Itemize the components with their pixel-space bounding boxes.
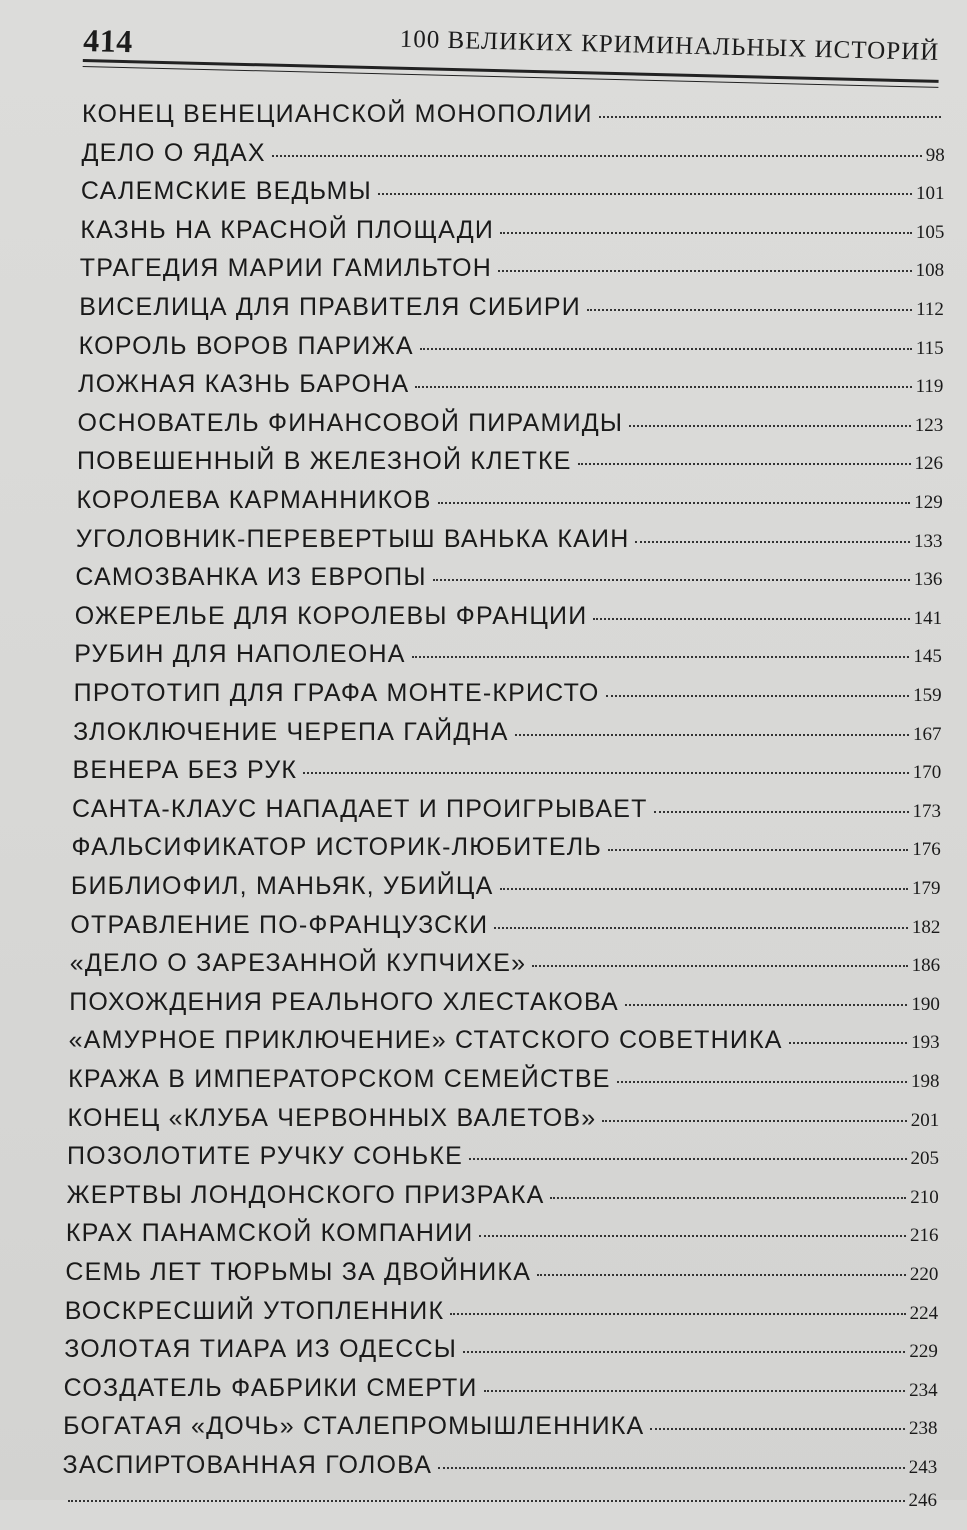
toc-entry (78, 370, 943, 410)
running-title: 100 ВЕЛИКИХ КРИМИНАЛЬНЫХ ИСТОРИЙ (399, 25, 940, 66)
toc-entry (82, 100, 945, 140)
toc-dot-leader (593, 614, 909, 620)
toc-entry (65, 1297, 938, 1337)
toc-entry-title: ДЕЛО О ЯДАХ (81, 138, 266, 167)
toc-entry (71, 872, 941, 912)
toc-entry-title: РУБИН ДЛЯ НАПОЛЕОНА (74, 640, 406, 669)
toc-entry-title: ЗОЛОТАЯ ТИАРА ИЗ ОДЕССЫ (64, 1335, 458, 1364)
toc-entry (64, 1335, 938, 1375)
toc-dot-leader (606, 691, 910, 697)
toc-dot-leader (68, 1496, 905, 1502)
toc-entry (63, 1412, 937, 1452)
toc-entry-title: КРАЖА В ИМПЕРАТОРСКОМ СЕМЕЙСТВЕ (68, 1065, 611, 1093)
toc-dot-leader (272, 151, 922, 157)
toc-entry (64, 1374, 938, 1414)
toc-entry-title: ПОЗОЛОТИТЕ РУЧКУ СОНЬКЕ (67, 1142, 463, 1171)
toc-entry-page: 136 (913, 569, 943, 591)
toc-dot-leader (420, 344, 912, 350)
toc-entry (76, 525, 943, 565)
toc-entry-page: 159 (913, 685, 942, 706)
toc-entry-page: 210 (910, 1186, 939, 1208)
toc-dot-leader (463, 1347, 905, 1353)
toc-dot-leader (469, 1154, 907, 1160)
toc-dot-leader (433, 575, 910, 581)
toc-dot-leader (608, 845, 908, 851)
toc-entry (77, 447, 943, 487)
toc-entry-page: 115 (915, 337, 944, 359)
toc-entry-page: 220 (909, 1264, 939, 1285)
toc-entry (80, 216, 944, 256)
toc-entry (81, 139, 944, 179)
toc-dot-leader (515, 730, 909, 736)
toc-entry-title: КОНЕЦ ВЕНЕЦИАНСКОЙ МОНОПОЛИИ (82, 100, 593, 128)
toc-entry (81, 177, 945, 217)
toc-entry (63, 1451, 938, 1491)
toc-dot-leader (494, 923, 907, 929)
toc-entry (70, 949, 940, 989)
toc-entry-title: ВИСЕЛИЦА ДЛЯ ПРАВИТЕЛЯ СИБИРИ (79, 293, 581, 321)
toc-entry-title: КРАХ ПАНАМСКОЙ КОМПАНИИ (65, 1219, 474, 1248)
toc-entry-page: 145 (913, 646, 942, 668)
toc-entry-page: 123 (914, 414, 944, 436)
toc-entry-title: САМОЗВАНКА ИЗ ЕВРОПЫ (75, 563, 427, 592)
toc-dot-leader (629, 421, 911, 427)
toc-entry (69, 1026, 940, 1066)
toc-entry-title: ЗАСПИРТОВАННАЯ ГОЛОВА (62, 1451, 433, 1479)
toc-dot-leader (303, 768, 909, 774)
toc-entry-page: 98 (925, 144, 945, 166)
toc-entry-page: 229 (909, 1341, 938, 1363)
toc-dot-leader (578, 459, 911, 465)
toc-dot-leader (617, 1077, 907, 1083)
toc-entry-page: 234 (909, 1379, 938, 1401)
toc-dot-leader (498, 266, 912, 272)
toc-entry (79, 293, 944, 333)
toc-entry-title: ПОВЕШЕННЫЙ В ЖЕЛЕЗНОЙ КЛЕТКЕ (77, 447, 572, 476)
toc-entry-page: 190 (911, 993, 940, 1015)
toc-entry-page: 126 (914, 453, 943, 475)
toc-entry-page: 170 (912, 762, 942, 784)
toc-entry-page: 129 (914, 492, 943, 513)
toc-dot-leader (438, 1463, 905, 1469)
toc-dot-leader (650, 1424, 905, 1430)
toc-entry-title: КОРОЛЕВА КАРМАННИКОВ (76, 486, 432, 514)
toc-entry-page: 105 (915, 221, 945, 243)
toc-dot-leader (587, 305, 912, 311)
toc-entry-page: 186 (911, 955, 941, 977)
toc-entry-title: ЖЕРТВЫ ЛОНДОНСКОГО ПРИЗРАКА (66, 1180, 545, 1209)
toc-dot-leader (599, 112, 941, 118)
toc-entry-page: 216 (910, 1225, 939, 1247)
toc-dot-leader (789, 1038, 908, 1044)
toc-dot-leader (500, 228, 912, 234)
toc-entry-page: 193 (911, 1032, 940, 1054)
toc-dot-leader (602, 1116, 906, 1122)
toc-dot-leader (450, 1309, 905, 1315)
toc-dot-leader (415, 382, 911, 388)
toc-entry (66, 1181, 938, 1221)
page-number: 414 (82, 21, 134, 60)
toc-entry-title: «АМУРНОЕ ПРИКЛЮЧЕНИЕ» СТАТСКОГО СОВЕТНИКА (68, 1026, 783, 1055)
toc-entry-page: 224 (909, 1302, 939, 1324)
toc-entry-title: ПРОТОТИП ДЛЯ ГРАФА МОНТЕ-КРИСТО (73, 679, 600, 707)
toc-entry (67, 1142, 939, 1182)
toc-entry (72, 795, 941, 835)
page-header (82, 12, 940, 113)
toc-entry-page: 201 (910, 1109, 940, 1131)
toc-entry (75, 563, 942, 603)
toc-entry (69, 988, 940, 1028)
toc-entry (66, 1219, 939, 1259)
toc-entry-page: 141 (913, 607, 943, 629)
toc-entry-page: 176 (912, 839, 941, 861)
toc-entry-page: 108 (915, 260, 945, 282)
toc-entry-title: ВЕНЕРА БЕЗ РУК (72, 756, 298, 785)
toc-entry (62, 1490, 937, 1530)
toc-entry-title: СЕМЬ ЛЕТ ТЮРЬМЫ ЗА ДВОЙНИКА (65, 1258, 532, 1286)
toc-entry-title: ОСНОВАТЕЛЬ ФИНАНСОВОЙ ПИРАМИДЫ (77, 408, 624, 437)
toc-entry-page: 101 (916, 183, 945, 205)
toc-dot-leader (537, 1270, 906, 1276)
toc-entry-title: СОЗДАТЕЛЬ ФАБРИКИ СМЕРТИ (63, 1373, 478, 1402)
toc-entry-title: ЛОЖНАЯ КАЗНЬ БАРОНА (78, 370, 410, 399)
toc-entry-title: БОГАТАЯ «ДОЧЬ» СТАЛЕПРОМЫШЛЕННИКА (63, 1412, 645, 1441)
toc-entry-title: КАЗНЬ НА КРАСНОЙ ПЛОЩАДИ (80, 215, 495, 244)
toc-entry-title: ЗЛОКЛЮЧЕНИЕ ЧЕРЕПА ГАЙДНА (73, 717, 509, 746)
toc-entry (78, 409, 944, 449)
toc-dot-leader (532, 961, 907, 967)
toc-dot-leader (412, 652, 910, 658)
toc-entry-page: 243 (908, 1457, 938, 1478)
toc-dot-leader (500, 884, 909, 890)
toc-entry-page: 179 (912, 878, 941, 899)
toc-entry (68, 1065, 939, 1105)
toc-entry-title: КОНЕЦ «КЛУБА ЧЕРВОННЫХ ВАЛЕТОВ» (67, 1103, 597, 1132)
toc-entry-title: ОТРАВЛЕНИЕ ПО-ФРАНЦУЗСКИ (70, 910, 489, 939)
toc-dot-leader (654, 807, 909, 813)
toc-entry-title: ВОСКРЕСШИЙ УТОПЛЕННИК (64, 1296, 445, 1325)
toc-dot-leader (625, 1000, 907, 1006)
toc-entry-title: САНТА-КЛАУС НАПАДАЕТ И ПРОИГРЫВАЕТ (72, 794, 648, 823)
toc-entry-page: 205 (910, 1148, 939, 1170)
toc-entry-page: 182 (911, 916, 941, 938)
toc-entry-title: «ДЕЛО О ЗАРЕЗАННОЙ КУПЧИХЕ» (69, 949, 527, 978)
toc-entry-page: 119 (915, 376, 944, 398)
toc-entry (70, 911, 940, 951)
toc-entry (79, 332, 944, 372)
toc-dot-leader (479, 1231, 906, 1237)
toc-entry (74, 640, 942, 680)
toc-entry-title: ОЖЕРЕЛЬЕ ДЛЯ КОРОЛЕВЫ ФРАНЦИИ (74, 601, 588, 630)
toc-entry-page: 167 (912, 723, 942, 745)
toc-entry (76, 486, 942, 526)
toc-entry (73, 718, 941, 758)
toc-entry-page: 198 (910, 1071, 940, 1092)
toc-entry (75, 602, 942, 642)
toc-dot-leader (635, 537, 910, 543)
toc-entry-page: 238 (908, 1418, 938, 1440)
toc-entry-page: 246 (908, 1489, 937, 1511)
toc-entry (71, 833, 940, 873)
toc-entry-page: 112 (916, 299, 944, 320)
toc-entry (65, 1258, 938, 1298)
toc-entry-title: САЛЕМСКИЕ ВЕДЬМЫ (80, 177, 373, 206)
toc-entry (74, 679, 942, 719)
toc-dot-leader (484, 1386, 906, 1392)
toc-entry-title: КОРОЛЬ ВОРОВ ПАРИЖА (78, 331, 414, 360)
toc-entry-title: ПОХОЖДЕНИЯ РЕАЛЬНОГО ХЛЕСТАКОВА (69, 987, 619, 1016)
toc-entry (73, 756, 942, 796)
toc-entry-page: 173 (912, 800, 941, 822)
toc-entry-title: ФАЛЬСИФИКАТОР ИСТОРИК-ЛЮБИТЕЛЬ (71, 833, 602, 862)
toc-dot-leader (378, 189, 912, 195)
toc-dot-leader (550, 1193, 906, 1199)
toc-entry (80, 254, 944, 294)
toc-entry-title: УГОЛОВНИК-ПЕРЕВЕРТЫШ ВАНЬКА КАИН (75, 524, 630, 553)
toc-entry-title: ТРАГЕДИЯ МАРИИ ГАМИЛЬТОН (79, 254, 492, 283)
toc-entry-title: БИБЛИОФИЛ, МАНЬЯК, УБИЙЦА (70, 872, 494, 900)
toc-dot-leader (438, 498, 911, 504)
toc-entry (68, 1104, 940, 1144)
toc-entry-page: 133 (914, 530, 943, 552)
